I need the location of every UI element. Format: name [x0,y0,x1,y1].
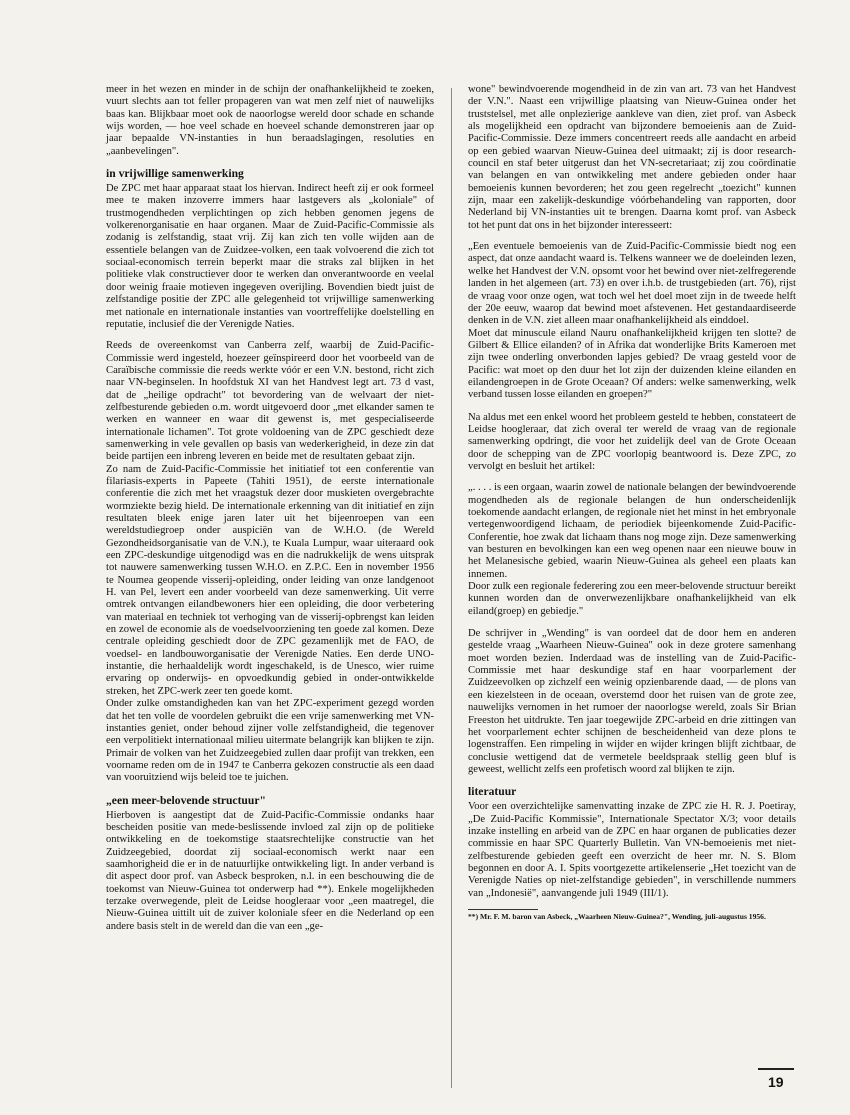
section-heading: „een meer-belovende structuur" [106,793,266,807]
page-number: 19 [768,1074,784,1090]
paragraph: Na aldus met een enkel woord het probleem gesteld te hebben, constateert de Leidse hoogleraar, dat zich overal ter wereld de vraag van de regionale samenwerking opdringt, die voor het zuidelijk deel van de Grote Oceaan door de schepping van de ZPC voorlopig beantwoord is. Deze ZPC, zo vervolgt en besluit het artikel: [468,411,796,472]
paragraph: meer in het wezen en minder in de schijn der onafhankelijkheid te zoeken, vuurt slechts aan tot feller propageren van wat men zelf niet of nauwelijks baas kan. Blijkbaar moet ook de naoorlogse wereld door schade en schande wijs worden, — hoe veel schade en hoeveel schande demonstreren jaar op jaar bepaalde VN-instanties in hun beraadslagingen, resoluties en „aanbevelingen". [106,84,434,157]
page-number-rule [758,1068,794,1070]
section-heading: literatuur [468,785,517,799]
quotation [468,241,796,401]
paragraph: Voor een overzichtelijke samenvatting inzake de ZPC zie H. R. J. Poetiray, „De Zuid-Pacific Kommissie", Internationale Spectator X/3; voor details inzake instelling en arbeid van de ZPC en haar organen de publicaties dezer commissie en haar SPC Quarterly Bulletin. Van VN-bemoeienis met niet-zelfbesturende gebieden geeft een overzicht de heer mr. N. S. Blom begonnen en door A. I. Spits voortgezette artikelenserie „Het toezicht van de Verenigde Naties op niet-zelfstandige gebieden", in verschillende nummers van „Indonesië", aanvangende juli 1949 (III/1). [468,801,796,899]
quote-paragraph: Moet dat minuscule eiland Nauru onafhankelijkheid krijgen ten slotte? de Gilbert & Ellice eilanden? of in Afrika dat wonderlijke Brits Kameroen met zijn twee onderling onverbonden lapjes gebied? De vraag gesteld voor de Pacific: wat moet op den duur het lot zijn der duizenden kleine eilanden en eilandengroepen in de Grote Oceaan? Of anders: welke samenwerking, welk verband tussen losse eilanden en groepen?" [468,327,796,401]
paragraph: Hierboven is aangestipt dat de Zuid-Pacific-Commissie ondanks haar bescheiden positie van mede-beslissende invloed zal zijn op de politieke ontwikkeling en de toekomstige staatsrechtelijke constructie van het Zuidzeegebied, doordat zij sociaal-economisch werkt naar een saamhorigheid die er in de natuurlijke ontwikkeling ligt. In ander verband is dit aspect door prof. van Asbeck besproken, n.l. in een beschouwing die de toekomst van Nieuw-Guinea tot onderwerp had **). Enkele mogelijkheden terzake overwegende, pleit de Leidse hoogleraar voor „een maatregel, die Nieuw-Guinea uittilt uit de zuiver koloniale sfeer en die Nederland op een andere basis stelt in de wereld dan die van een „ge- [106,809,434,932]
paragraph: De ZPC met haar apparaat staat los hiervan. Indirect heeft zij er ook formeel mee te maken inzoverre immers haar lastgevers als „koloniale" of trustmogendheden verplichtingen op zich hebben genomen jegens de volkerenorganisatie en haar organen. Maar de Zuid-Pacific-Commissie als zodanig is zelfstandig, staat vrij. Zij kan zich ten volle wijden aan de essentiele belangen van de Zuidzee-volken, een taak volvoerend die zich tot sociaal-economisch terrein beperkt maar die straks zal blijken in het politieke vlak constructiever door te werken dan onverantwoorde en veelal door weinig fraaie motieven ingegeven overijling. Bovendien biedt juist de zelfstandige positie der ZPC alle gelegenheid tot vrijwillige samenwerking met nationale en internationale instanties van voortreffelijke doelstelling en reputatie, inclusief die der Verenigde Naties. [106,183,434,330]
footnote-rule [468,909,538,910]
quote-paragraph: „. . . . is een orgaan, waarin zowel de nationale belangen der bewindvoerende mogendheden als de regionale belangen de hun onderscheidenlijk toekomende aandacht erlangen, de regionale niet het minst in het embryonale vertegenwoordigend lichaam, de periodiek bijeenkomende Zuid-Pacific-Conferentie, hoe zwak dat lichaam thans nog moge zijn. Deze samenwerking van besturen en bevolkingen kan een weg openen naar een nieuwe bouw in het Melanesische gebied, waarin Nieuw-Guinea als geheel een plaats kan innemen. [468,482,796,580]
quote-paragraph: Door zulk een regionale federering zou een meer-belovende structuur bereikt kunnen worden dan de onverwezenlijkbare onafhankelijkheid van elk eiland(groep) en gebiedje." [468,581,796,617]
column-divider [451,88,452,1088]
right-column [468,84,796,930]
paragraph: wone" bewindvoerende mogendheid in de zin van art. 73 van het Handvest der V.N.". Naast een vrijwillige plaatsing van Nieuw-Guinea onder het truststelsel, met alle onplezierige aankleve van dien, ziet prof. van Asbeck als mogelijkheid een opdracht van bijzondere bemoeienis aan de Zuid-Pacific-Commissie. Deze immers concentreert reeds alle aandacht en arbeid op een gebied waarvan Nieuw-Guinea deel uitmaakt; zij is door research-council en staf beter uitgerust dan het VN-secretariaat; zij zou coördinatie van belangen en van ontwikkeling met andere gebieden onder haar bemoeienis kunnen bevorderen; het zou geen regelrecht „toezicht" kunnen zijn, maar een zakelijk-deskundige vóórbehandeling van rapporten, door Nederland bij VN-instanties uit te brengen. Daarna komt prof. van Asbeck tot het punt dat ons in het bijzonder interesseert: [468,84,796,231]
left-column [106,84,434,942]
quotation [468,482,796,618]
paragraph: Onder zulke omstandigheden kan van het ZPC-experiment gezegd worden dat het ten volle de voordelen gebruikt die een vrije samenwerking met VN-instanties geniet, onder behoud zijner volle zelfstandigheid, die tegenover een verpolitiekt internationaal milieu uitermate belangrijk kan blijken te zijn. Primair de volken van het Zuidzeegebied zullen daar profijt van trekken, een voorname reden om de in 1947 te Canberra gekozen constructie als een daad van vooruitziend wijs beleid toe te juichen. [106,698,434,784]
quote-paragraph: „Een eventuele bemoeienis van de Zuid-Pacific-Commissie biedt nog een aspect, dat onze aandacht waard is. Telkens wanneer we de doeleinden lezen, welke het Handvest der V.N. opsomt voor het bewind over niet-zelfregerende landen in het algemeen (art. 73) en over i.h.b. de trustgebieden (art. 76), rijst de vraag voor onze ogen, wat toch wel het doel moet zijn in de tweede helft der 20e eeuw, waarop dat bewind moet afstevenen. Het gestandaardiseerde denken in de V.N. ziet alleen maar onafhankelijkheid als einddoel. [468,241,796,327]
paragraph: Zo nam de Zuid-Pacific-Commissie het initiatief tot een conferentie van filariasis-experts in Papeete (Tahiti 1951), de eerste internationale conferentie die zich met het vraagstuk dezer door muskieten overgebrachte wormziekte bezig hield. De internationale erkenning van dit initiatief en zijn resultaten bleek enige jaren later uit het bijeenroepen van een wereldstudiegroep onder auspiciën van de W.H.O. (de Wereld Gezondheidsorganisatie van de V.N.), te Kuala Lumpur, waar uiteraard ook een ZPC-deskundige uitgenodigd was en die nadrukkelijk de wens uitsprak tot nauwere samenwerking tussen W.H.O. en Z.P.C. Een in november 1956 te Noumea geopende visserij-opleiding, onder leiding van onze landgenoot H. van Pel, levert een ander voorbeeld van deze samenwerking. Uit verre omtrek ontvangen eilandbewoners hier een opleiding, die door verbetering van materiaal en techniek tot verhoging van de visserij-opbrengst kan leiden en zowel de economie als de voedselvoorziening ten goede zal komen. Deze centrale opleiding geschiedt door de ZPC gezamenlijk met de FAO, de voedsel- en landbouworganisatie der Verenigde Naties. Een derde UNO-instantie, die herhaaldelijk wordt ingeschakeld, is de Unesco, wier ruime ervaring op onderwijs- en opvoedkundig gebied in onder-ontwikkelde streken, het ZPC-werk zeer ten goede komt. [106,463,434,697]
paragraph: Reeds de overeenkomst van Canberra zelf, waarbij de Zuid-Pacific-Commissie werd ingesteld, hoezeer geïnspireerd door het voorbeeld van de Caraïbische commissie die reeds werkte vóór er een V.N. bestond, richt zich naar VN-beginselen. In hoofdstuk XI van het Handvest legt art. 73 d vast, dat de „heilige opdracht" tot bevordering van de welvaart der niet-zelfbesturende gebieden o.m. wordt uitgevoerd door „met elkander samen te werken en wanneer en waar dit gewenst is, met gespecialiseerde internationale lichamen". Tot grote voldoening van de ZPC geschiedt deze samenwerking in vele gevallen op basis van wederkerigheid, in deze zin dat beide partijen een inbreng leveren en beide met de resultaten gebaat zijn. [106,340,434,463]
paragraph: De schrijver in „Wending" is van oordeel dat de door hem en anderen gestelde vraag „Waarheen Nieuw-Guinea" ook in deze grotere samenhang moet worden bezien. Inderdaad was de instelling van de Zuid-Pacific-Commissie met haar deskundige staf en haar voorparlement der Zuidzeevolken op zichzelf een weinig opzienbarende daad, — de plons van een kiezelsteen in de oceaan, overstemd door het ruisen van de grote zee, nauwelijks vernomen in het rumoer der naoorlogse wereld, zoals Sir Brian Freeston het uitdrukte. Ten jaar toegewijde ZPC-arbeid en drie zittingen van het voorparlement echter schijnen de bescheidenheid van deze plons te logenstraffen. Een rimpeling in wijder en wijder kringen blijft zichtbaar, de conclusie wettigend dat de vermetele beeldspraak stellig geen bluf is geweest, wellicht zelfs een profetisch woord zal blijken te zijn. [468,628,796,775]
footnote: **) Mr. F. M. baron van Asbeck, „Waarheen Nieuw-Guinea?", Wending, juli-augustus 1956. [468,911,766,921]
section-heading: in vrijwillige samenwerking [106,167,244,181]
